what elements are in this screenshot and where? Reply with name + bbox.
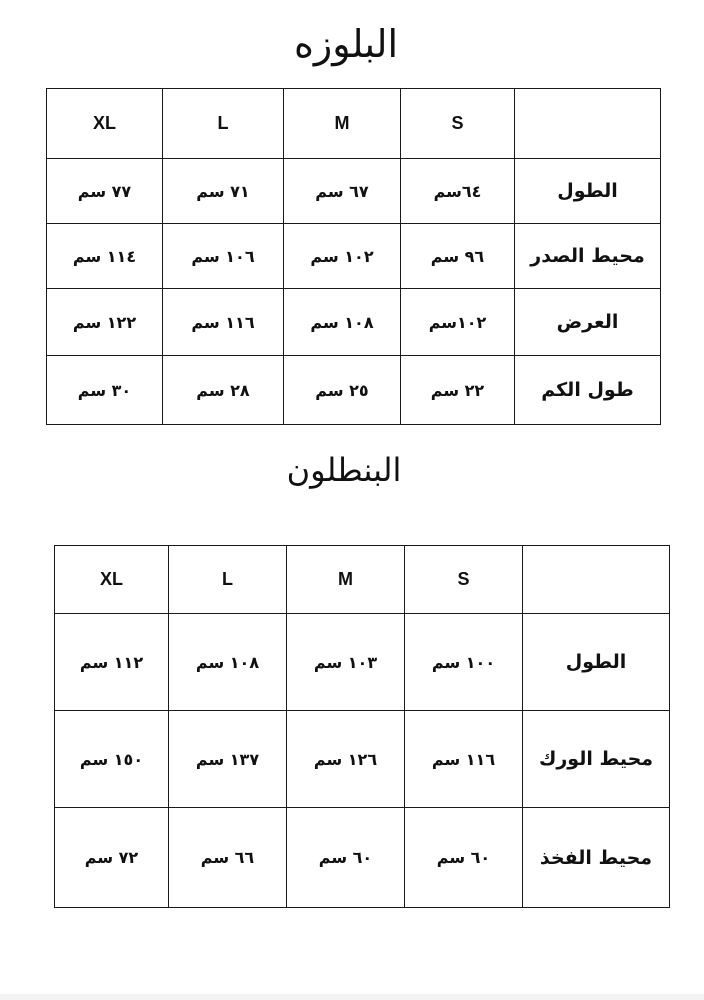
- table-row: [47, 356, 661, 425]
- blouse-size-table: [46, 88, 661, 425]
- value-cell-s: ١١٦ سم: [405, 711, 523, 808]
- size-header-l: L: [169, 546, 287, 614]
- value-cell-xl: ١١٢ سم: [55, 614, 169, 711]
- row-label: الطول: [515, 159, 661, 224]
- value-cell-xl: ٧٢ سم: [55, 808, 169, 908]
- value-cell-l: ٦٦ سم: [169, 808, 287, 908]
- value-cell-m: ٢٥ سم: [284, 356, 401, 425]
- row-label: الطول: [523, 614, 670, 711]
- value-cell-xl: ١٢٢ سم: [47, 289, 163, 356]
- value-cell-m: ٦٠ سم: [287, 808, 405, 908]
- value-cell-m: ١٠٨ سم: [284, 289, 401, 356]
- table-row: [55, 808, 670, 908]
- table-row: [47, 159, 661, 224]
- size-header-l: L: [163, 89, 284, 159]
- value-cell-m: ١٢٦ سم: [287, 711, 405, 808]
- pants-size-table: [54, 545, 670, 908]
- size-header-m: M: [287, 546, 405, 614]
- value-cell-l: ١٠٨ سم: [169, 614, 287, 711]
- row-label: محيط الورك: [523, 711, 670, 808]
- value-cell-l: ١٠٦ سم: [163, 224, 284, 289]
- value-cell-l: ١١٦ سم: [163, 289, 284, 356]
- row-label: طول الكم: [515, 356, 661, 425]
- table-row: [47, 289, 661, 356]
- row-label: محيط الفخذ: [523, 808, 670, 908]
- value-cell-s: ٢٢ سم: [401, 356, 515, 425]
- size-header-s: S: [405, 546, 523, 614]
- value-cell-l: ١٣٧ سم: [169, 711, 287, 808]
- table-header-row: [47, 89, 661, 159]
- corner-cell: [523, 546, 670, 614]
- value-cell-s: ١٠٢سم: [401, 289, 515, 356]
- size-header-m: M: [284, 89, 401, 159]
- size-header-xl: XL: [55, 546, 169, 614]
- value-cell-s: ٦٤سم: [401, 159, 515, 224]
- value-cell-s: ٦٠ سم: [405, 808, 523, 908]
- value-cell-s: ٩٦ سم: [401, 224, 515, 289]
- value-cell-m: ١٠٣ سم: [287, 614, 405, 711]
- pants-title: البنطلون: [286, 451, 402, 489]
- table-row: [47, 224, 661, 289]
- size-header-s: S: [401, 89, 515, 159]
- value-cell-s: ١٠٠ سم: [405, 614, 523, 711]
- row-label: العرض: [515, 289, 661, 356]
- value-cell-l: ٧١ سم: [163, 159, 284, 224]
- value-cell-l: ٢٨ سم: [163, 356, 284, 425]
- value-cell-m: ١٠٢ سم: [284, 224, 401, 289]
- table-row: [55, 614, 670, 711]
- size-header-xl: XL: [47, 89, 163, 159]
- value-cell-xl: ٣٠ سم: [47, 356, 163, 425]
- value-cell-xl: ٧٧ سم: [47, 159, 163, 224]
- blouse-title: البلوزه: [293, 22, 399, 66]
- value-cell-m: ٦٧ سم: [284, 159, 401, 224]
- value-cell-xl: ١١٤ سم: [47, 224, 163, 289]
- corner-cell: [515, 89, 661, 159]
- bottom-edge: [0, 994, 704, 1000]
- value-cell-xl: ١٥٠ سم: [55, 711, 169, 808]
- table-header-row: [55, 546, 670, 614]
- row-label: محيط الصدر: [515, 224, 661, 289]
- table-row: [55, 711, 670, 808]
